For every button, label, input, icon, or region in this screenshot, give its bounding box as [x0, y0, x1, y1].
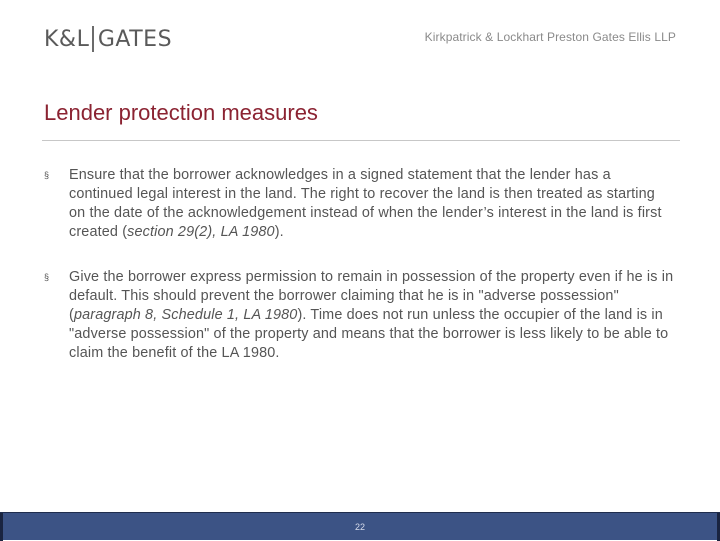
citation: paragraph 8, Schedule 1, LA 1980 [73, 307, 298, 323]
citation: section 29(2), LA 1980 [127, 224, 275, 240]
slide-title: Lender protection measures [44, 100, 318, 125]
bullet-item [44, 268, 674, 363]
bullet-item [44, 166, 674, 242]
bullet-text-part: Ensure that the borrower acknowledges in a signed statement that the lender has a continued legal interest in the land. The right to recover the land is then treated as starting on the date of the acknowledgement instead of when the lender’s interest in the land is first created ( [69, 167, 662, 240]
firm-name: Kirkpatrick & Lockhart Preston Gates Ellis LLP [424, 30, 676, 44]
kl-gates-logo [44, 24, 172, 54]
page-number: 22 [354, 522, 365, 532]
bullet-text-part: ). [274, 224, 284, 240]
bullet-text-part: Give the borrower express permission to remain in possession of the property even if he is in default. This should prevent the borrower claiming that he is in "adverse possession" ( [69, 269, 674, 323]
bullet-marker-icon: § [44, 272, 50, 282]
logo-divider [92, 26, 94, 52]
footer-bar [0, 512, 720, 540]
title-divider [42, 140, 680, 141]
logo-right-text: GATES [97, 26, 173, 52]
logo-left-text: K&L [44, 26, 90, 52]
bullet-marker-icon: § [44, 170, 50, 180]
bullet-text [69, 268, 674, 363]
bullet-list [44, 166, 674, 389]
bullet-text [69, 166, 674, 242]
bullet-text-part: ). Time does not run unless the occupier of the land is in "adverse possession" of the property and means that the borrower is less likely to be able to claim the benefit of the LA 1980. [69, 307, 669, 361]
